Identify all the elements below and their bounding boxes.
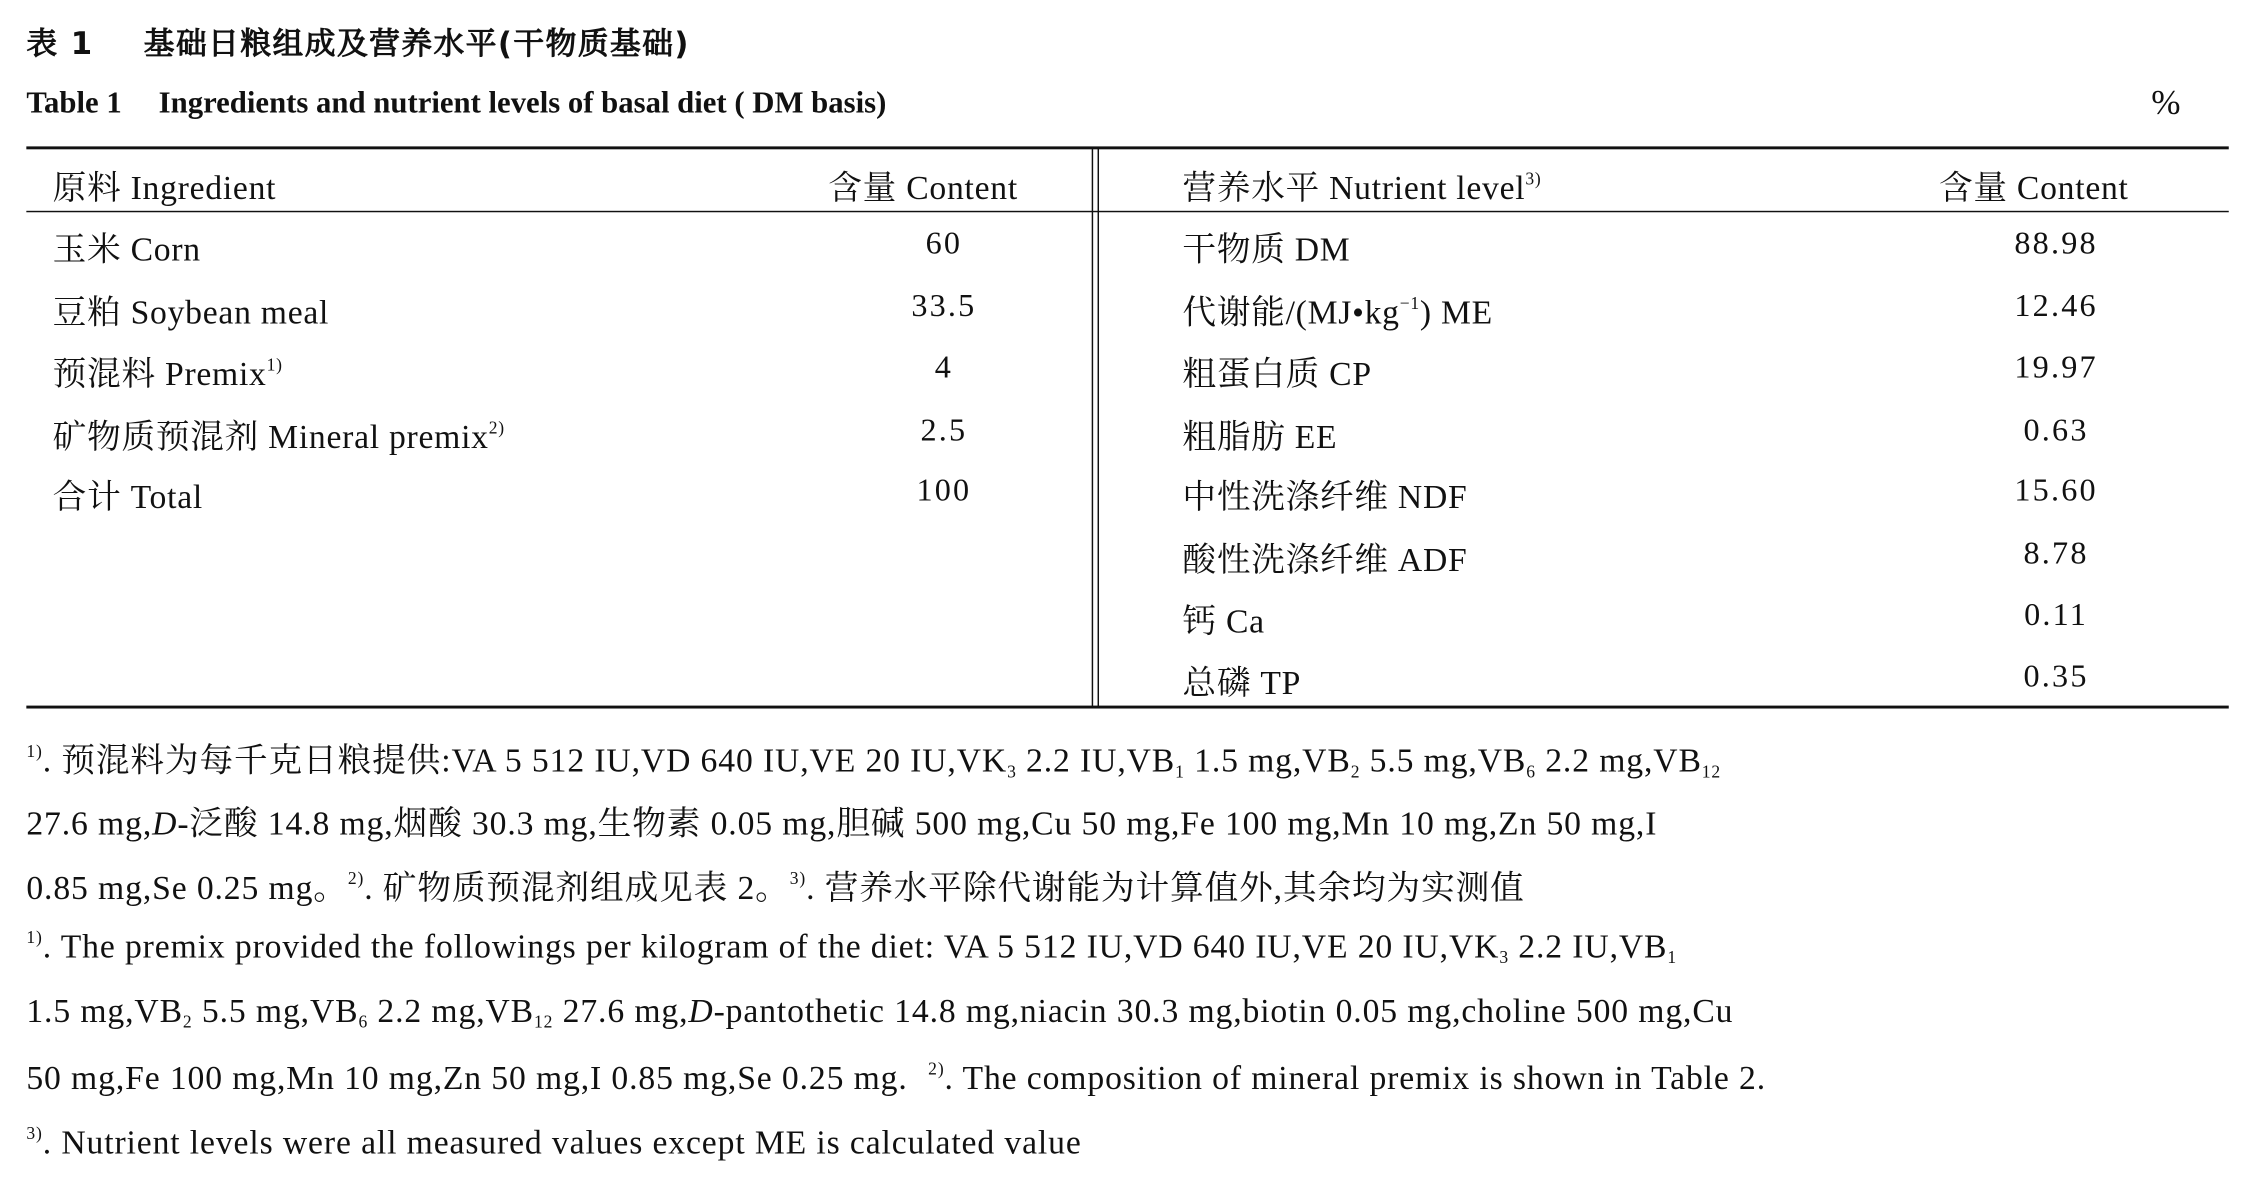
- nutrient-value: 12.46: [2014, 286, 2098, 324]
- footnote-en-line-3: 50 mg,Fe 100 mg,Mn 10 mg,Zn 50 mg,I 0.85 mg,Se 0.25 mg. $^{2)}$. The composition of mineral premix is shown in Table 2.: [26, 1058, 1767, 1097]
- ingredient-name: 预混料 Premix$^{1)}$: [52, 354, 283, 393]
- caption-en: [26, 85, 886, 122]
- nutrient-value: 88.98: [2014, 223, 2098, 261]
- footnote-en-line-4: $^{3)}$. Nutrient levels were all measured values except ME is calculated value: [26, 1122, 1082, 1161]
- nutrient-name: 中性洗涤纤维 NDF: [1182, 478, 1468, 516]
- caption-cn-label: 表 1: [26, 26, 94, 62]
- header-nutrient: 营养水平 Nutrient level$^{3)}$: [1182, 168, 1542, 207]
- caption-cn: [26, 20, 690, 64]
- nutrient-name: 粗脂肪 EE: [1182, 418, 1338, 456]
- nutrient-value: 19.97: [2014, 348, 2098, 386]
- ingredient-value: 2.5: [920, 411, 968, 448]
- nutrient-value: 0.63: [2023, 411, 2089, 448]
- footnote-cn-line-1: $^{1)}$. 预混料为每千克日粮提供:VA 5 512 IU,VD 640 IU,VE 20 $IU,VK_3$ 2.2 $IU,VB_1$ 1.5 $mg,VB_2$ 5.5 $mg,VB_6$ 2.2 $mg,VB_{12}$: [26, 740, 1722, 782]
- footnote-cn-line-2: 27.6 mg,D-泛酸 14.8 mg,烟酸 30.3 mg,生物素 0.05 mg,胆碱 500 mg,Cu 50 mg,Fe 100 mg,Mn 10 mg,Zn 50 mg,I: [26, 805, 1658, 842]
- ingredient-value: 60: [925, 223, 963, 261]
- nutrient-value: 0.11: [2024, 595, 2089, 633]
- ingredient-name: 合计 Total: [52, 478, 203, 516]
- header-content-left: 含量 Content: [828, 169, 1018, 207]
- footnote-cn-line-3: 0.85 mg,Se 0.25 mg。$^{2)}$. 矿物质预混剂组成见表 2。$^{3)}$. 营养水平除代谢能为计算值外,其余均为实测值: [26, 868, 1525, 907]
- ingredient-value: 4: [934, 348, 954, 386]
- table-divider-right: [1098, 148, 1099, 707]
- nutrient-name: 干物质 DM: [1182, 231, 1351, 268]
- footnote-en-line-2: 1.5 $mg,VB_2$ 5.5 $mg,VB_6$ 2.2 $mg,VB_{12}$ 27.6 mg,D-pantothetic 14.8 mg,niacin 30.3 mg,biotin 0.05 mg,choline 500 mg,Cu: [26, 992, 1734, 1033]
- header-ingredient: 原料 Ingredient: [52, 169, 277, 207]
- caption-en-title: Ingredients and nutrient levels of basal diet ( DM basis): [158, 84, 887, 121]
- caption-cn-title: 基础日粮组成及营养水平(干物质基础): [143, 26, 690, 62]
- nutrient-value: 15.60: [2014, 471, 2098, 508]
- nutrient-name: 总磷 TP: [1182, 664, 1302, 702]
- table-top-rule: [26, 146, 2228, 149]
- table-header-rule: [26, 211, 2228, 212]
- table-bottom-rule: [26, 706, 2228, 709]
- ingredient-value: 100: [916, 471, 972, 508]
- nutrient-name: 代谢能$/(MJ•kg^{-1})$ ME: [1182, 292, 1493, 331]
- unit-label: %: [2151, 84, 2181, 123]
- footnote-en-line-1: $^{1)}$. The premix provided the followings per kilogram of the diet: VA 5 512 IU,VD 640 IU,VE 20 $IU,VK_3$ 2.2 $IU,VB_1$: [26, 926, 1678, 968]
- ingredient-name: 玉米 Corn: [52, 231, 201, 268]
- table-divider-left: [1092, 148, 1093, 707]
- ingredient-name: 矿物质预混剂 Mineral premix$^{2)}$: [52, 417, 505, 456]
- ingredient-value: 33.5: [911, 286, 977, 324]
- nutrient-name: 酸性洗涤纤维 ADF: [1182, 541, 1468, 579]
- nutrient-value: 0.35: [2023, 657, 2089, 694]
- nutrient-name: 钙 Ca: [1182, 603, 1265, 640]
- header-content-right: 含量 Content: [1939, 169, 2129, 207]
- ingredient-name: 豆粕 Soybean meal: [52, 294, 330, 331]
- nutrient-value: 8.78: [2023, 534, 2089, 571]
- caption-en-label: Table 1: [26, 84, 122, 121]
- nutrient-name: 粗蛋白质 CP: [1182, 355, 1372, 393]
